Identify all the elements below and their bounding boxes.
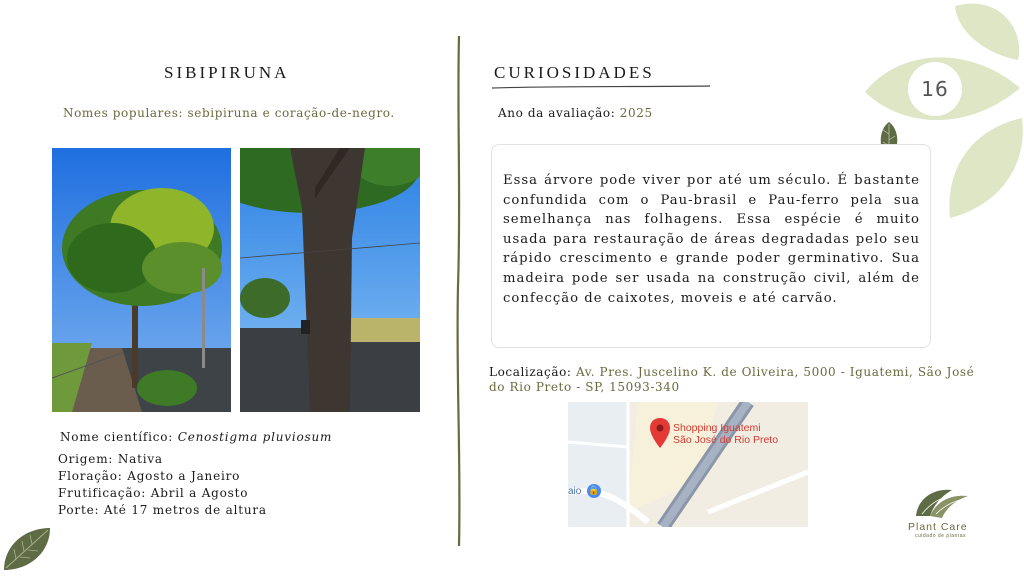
evaluation-year-label: Ano da avaliação: [498, 106, 620, 120]
location-address: Av. Pres. Juscelino K. de Oliveira, 5000 - Iguatemi, São José do Rio Preto - SP, 15093-340 [489, 365, 975, 394]
curiosity-text: Essa árvore pode viver por até um século. É bastante confundida com o Pau-brasil e Pau-ferro pela sua semelhança nas folhagens. Essa espécie é muito usada para restauração de áreas degradadas pelo seu rápido crescimento e grande poder germinativo. Sua madeira pode ser usada na construção civil, além de confecção de caixotes, moveis e até carvão. [503, 173, 920, 306]
brand-name: Plant Care [908, 521, 968, 533]
tree-photo-full [52, 148, 231, 412]
tree-details [58, 451, 267, 519]
tree-trunk-photo [240, 148, 420, 412]
lock-icon: 🔒 [588, 486, 600, 496]
map-side-text: aio [568, 486, 582, 497]
vertical-divider [454, 36, 464, 546]
location-map[interactable] [568, 402, 808, 527]
plant-care-logo-icon [912, 486, 970, 520]
flowering: Floração: Agosto a Janeiro [58, 469, 241, 483]
location-label: Localização: [489, 365, 576, 379]
evaluation-year-value: 2025 [619, 106, 653, 120]
map-place-line2: São José do Rio Preto [673, 434, 779, 446]
location [489, 365, 979, 395]
scientific-name: Cenostigma pluviosum [177, 430, 333, 444]
scientific-name-line [60, 429, 332, 446]
tree-title: SIBIPIRUNA [164, 63, 290, 82]
map-place-label [673, 422, 778, 446]
brand-tagline: cuidado de plantas [915, 533, 966, 539]
scientific-name-label: Nome científico: [60, 430, 178, 444]
tree-size: Porte: Até 17 metros de altura [58, 503, 267, 517]
evaluation-year [498, 106, 653, 120]
page-number: 16 [908, 62, 962, 116]
popular-names: Nomes populares: sebipiruna e coração-de-negro. [63, 106, 395, 120]
map-place-line1: Shopping Iguatemi [673, 422, 761, 434]
title-underline [492, 84, 712, 90]
map-pin-icon [650, 418, 670, 448]
decorative-leaf-bottom-left [0, 524, 54, 574]
curiosities-title: CURIOSIDADES [494, 63, 655, 82]
fruiting: Frutificação: Abril a Agosto [58, 486, 249, 500]
origin: Origem: Nativa [58, 452, 163, 466]
curiosity-box [491, 144, 931, 348]
